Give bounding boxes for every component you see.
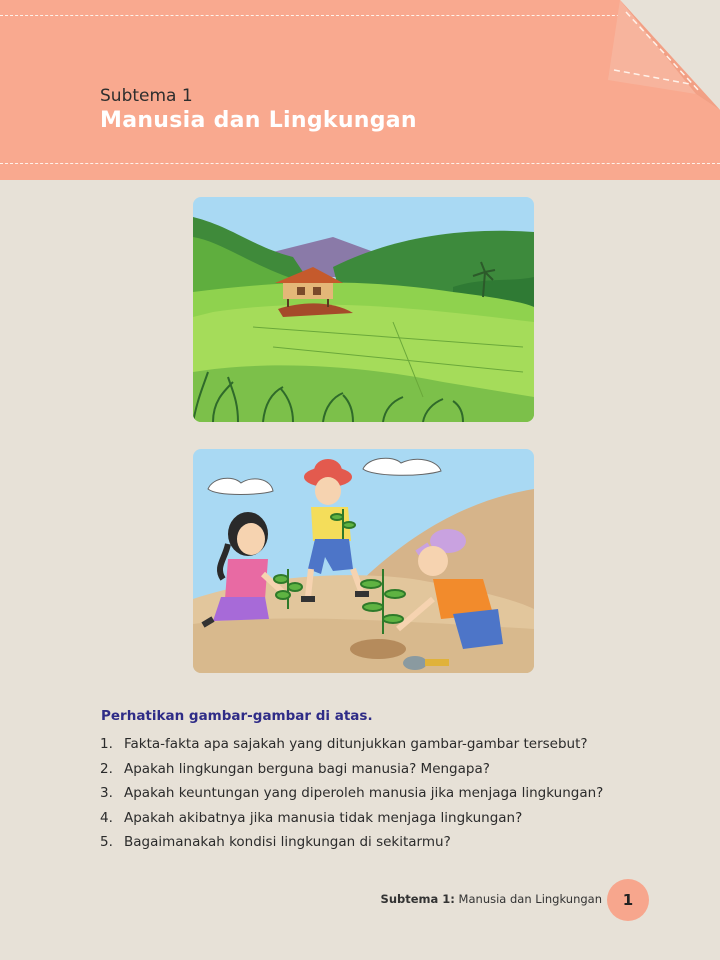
header-dashed-line-bottom bbox=[0, 163, 720, 164]
subtheme-label: Subtema 1 bbox=[100, 86, 193, 106]
question-number: 2. bbox=[100, 760, 113, 777]
children-planting-illustration bbox=[193, 449, 534, 673]
question-number: 5. bbox=[100, 834, 113, 850]
question-item bbox=[100, 810, 603, 835]
question-number: 4. bbox=[100, 809, 113, 826]
question-number: 1. bbox=[100, 736, 113, 752]
question-item bbox=[100, 761, 603, 786]
question-item bbox=[100, 736, 603, 761]
landscape-illustration bbox=[193, 197, 534, 422]
question-item bbox=[100, 834, 603, 859]
question-list bbox=[100, 736, 603, 859]
instruction-prompt: Perhatikan gambar-gambar di atas. bbox=[101, 708, 373, 724]
question-text: Apakah keuntungan yang diperoleh manusia jika menjaga lingkungan? bbox=[124, 785, 604, 801]
page-fold-corner bbox=[600, 0, 720, 110]
header-dashed-line-top bbox=[0, 15, 660, 16]
question-text: Bagaimanakah kondisi lingkungan di sekitarmu? bbox=[124, 834, 451, 850]
subtheme-title: Manusia dan Lingkungan bbox=[100, 108, 417, 133]
footer-label-bold: Subtema 1: bbox=[380, 892, 455, 906]
question-number: 3. bbox=[100, 785, 113, 801]
page-number-badge: 1 bbox=[607, 879, 649, 921]
question-text: Fakta-fakta apa sajakah yang ditunjukkan gambar-gambar tersebut? bbox=[124, 736, 588, 752]
question-item bbox=[100, 785, 603, 810]
footer-label-rest: Manusia dan Lingkungan bbox=[454, 892, 602, 906]
question-text: Apakah lingkungan berguna bagi manusia? Mengapa? bbox=[124, 760, 490, 777]
question-text: Apakah akibatnya jika manusia tidak menjaga lingkungan? bbox=[124, 809, 523, 826]
footer-running-title bbox=[381, 892, 602, 906]
